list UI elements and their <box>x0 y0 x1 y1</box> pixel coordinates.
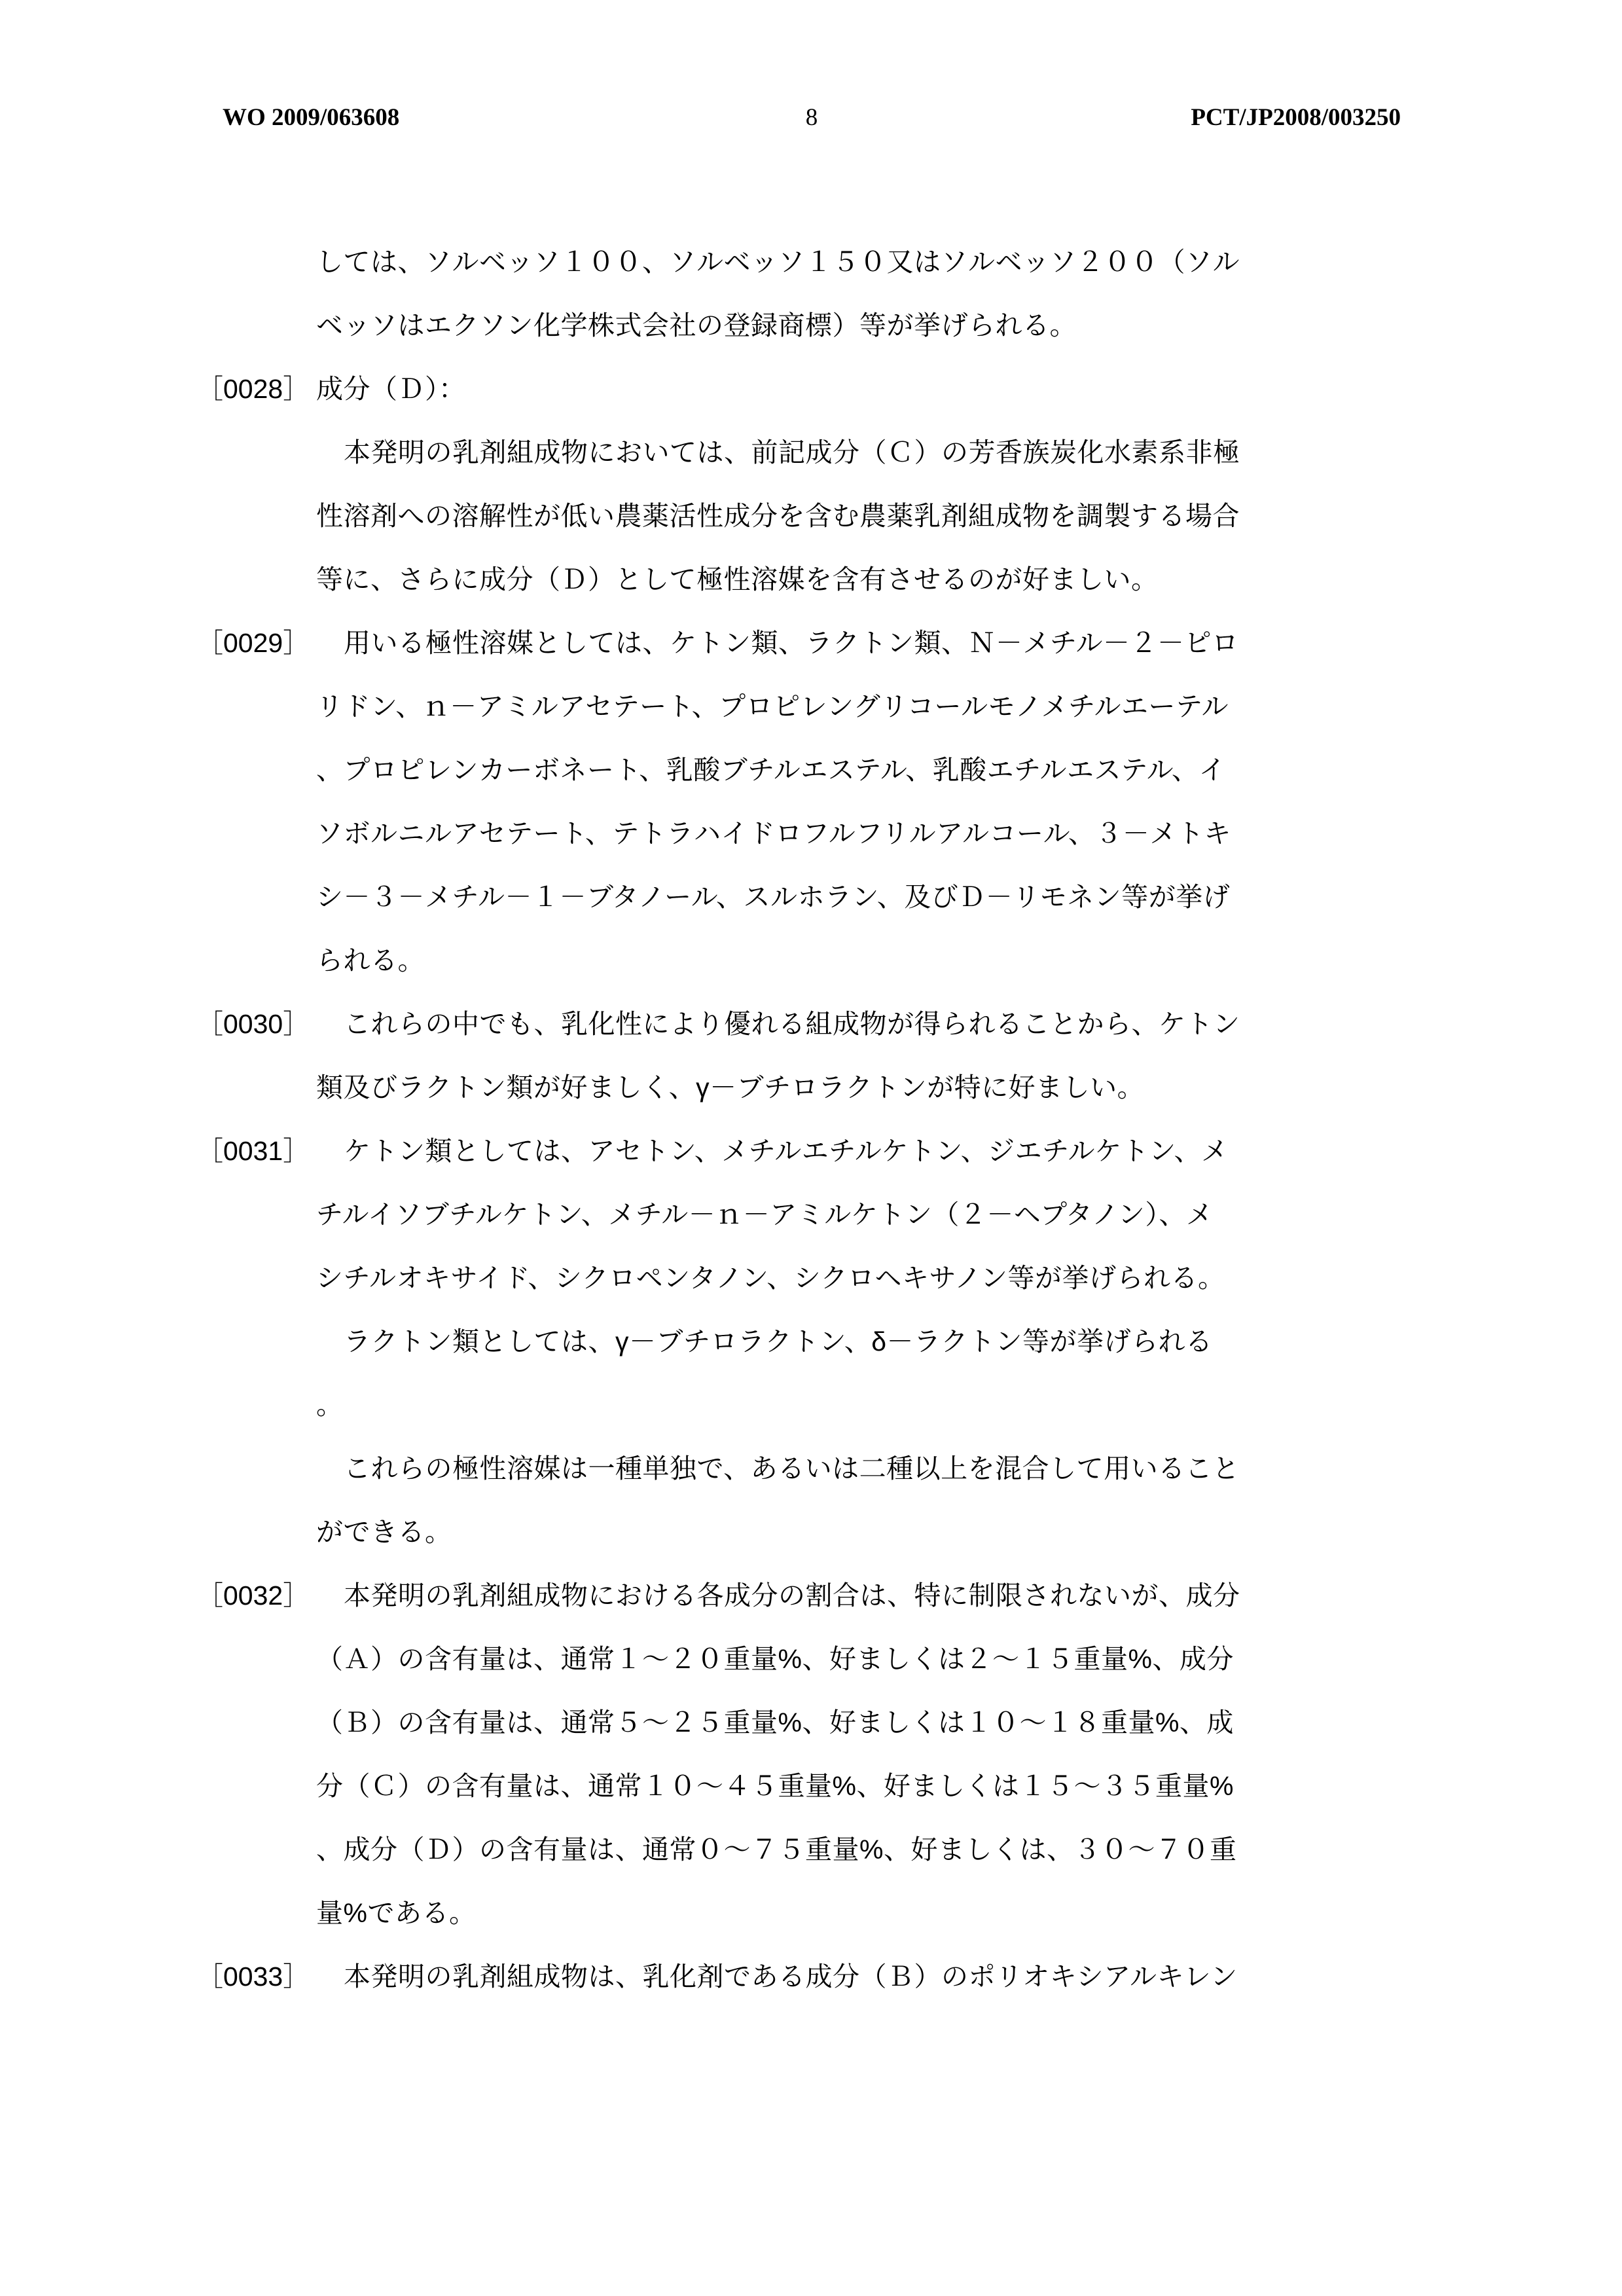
text-line <box>196 1183 1440 1247</box>
text-line <box>196 802 1440 866</box>
text-line <box>196 929 1440 993</box>
line-content: 本発明の乳剤組成物は、乳化剤である成分（Ｂ）のポリオキシアルキレン <box>344 1961 1238 1992</box>
line-content: 用いる極性溶媒としては、ケトン類、ラクトン類、Ｎ－メチル－２－ピロ <box>344 628 1239 658</box>
text-line <box>196 294 1440 357</box>
line-content: （Ａ）の含有量は、通常１～２０重量%、好ましくは２～１５重量%、成分 <box>316 1644 1234 1674</box>
text-line <box>196 421 1440 484</box>
text-line <box>196 357 1440 421</box>
text-line <box>196 1247 1440 1310</box>
text-line <box>196 548 1440 611</box>
line-content: シ－３－メチル－１－ブタノール、スルホラン、及びＤ－リモネン等が挙げ <box>316 882 1231 912</box>
paragraph-number: ［0033］ <box>196 1961 310 1992</box>
text-line <box>196 993 1440 1056</box>
line-content: これらの極性溶媒は一種単独で、あるいは二種以上を混合して用いること <box>344 1453 1240 1484</box>
line-content: 。 <box>316 1390 344 1420</box>
line-content: られる。 <box>316 945 425 975</box>
text-line <box>196 1564 1440 1628</box>
text-line <box>196 1691 1440 1755</box>
paragraph-number: ［0029］ <box>196 628 310 658</box>
text-line <box>196 484 1440 548</box>
page-number: 8 <box>805 104 818 131</box>
text-line <box>196 675 1440 738</box>
line-content: リドン、ｎ－アミルアセテート、プロピレングリコールモノメチルエーテル <box>316 691 1229 721</box>
line-content: 本発明の乳剤組成物における各成分の割合は、特に制限されないが、成分 <box>344 1580 1240 1611</box>
paragraph-number: ［0032］ <box>196 1580 310 1611</box>
text-line <box>196 1501 1440 1564</box>
line-content: 類及びラクトン類が好ましく、γ－ブチロラクトンが特に好ましい。 <box>316 1072 1145 1102</box>
line-content: 等に、さらに成分（Ｄ）として極性溶媒を含有させるのが好ましい。 <box>316 564 1159 594</box>
text-line <box>196 866 1440 929</box>
line-content: ベッソはエクソン化学株式会社の登録商標）等が挙げられる。 <box>316 310 1077 340</box>
text-line <box>196 1882 1440 1945</box>
text-line <box>196 1056 1440 1120</box>
line-content: これらの中でも、乳化性により優れる組成物が得られることから、ケトン <box>344 1009 1240 1039</box>
line-content: ソボルニルアセテート、テトラハイドロフルフリルアルコール、３－メトキ <box>316 818 1231 848</box>
publication-number: WO 2009/063608 <box>223 104 400 131</box>
line-content: チルイソブチルケトン、メチル－ｎ－アミルケトン（２－ヘプタノン）、メ <box>316 1199 1214 1230</box>
running-head <box>223 103 1401 143</box>
body-text-block <box>196 230 1440 2009</box>
line-content: 成分（Ｄ）： <box>316 374 466 404</box>
text-line <box>196 1755 1440 1818</box>
text-line <box>196 1818 1440 1882</box>
line-content: シチルオキサイド、シクロペンタノン、シクロヘキサノン等が挙げられる。 <box>316 1263 1225 1293</box>
text-line <box>196 1628 1440 1691</box>
text-line <box>196 738 1440 802</box>
line-content: 、成分（Ｄ）の含有量は、通常０～７５重量%、好ましくは、３０～７０重 <box>316 1834 1237 1865</box>
line-content: ラクトン類としては、γ－ブチロラクトン、δ－ラクトン等が挙げられる <box>344 1326 1213 1357</box>
line-content: ができる。 <box>316 1517 452 1547</box>
line-content: （Ｂ）の含有量は、通常５～２５重量%、好ましくは１０～１８重量%、成 <box>316 1707 1234 1738</box>
application-number: PCT/JP2008/003250 <box>1191 104 1401 131</box>
paragraph-number: ［0031］ <box>196 1136 310 1166</box>
text-line <box>196 611 1440 675</box>
line-content: 性溶剤への溶解性が低い農薬活性成分を含む農薬乳剤組成物を調製する場合 <box>316 501 1240 531</box>
paragraph-number: ［0028］ <box>196 374 310 404</box>
text-line <box>196 1374 1440 1437</box>
text-line <box>196 1310 1440 1374</box>
text-line <box>196 1437 1440 1501</box>
text-line <box>196 1120 1440 1183</box>
paragraph-number: ［0030］ <box>196 1009 310 1039</box>
text-line <box>196 1945 1440 2009</box>
line-content: しては、ソルベッソ１００、ソルベッソ１５０又はソルベッソ２００（ソル <box>316 247 1240 277</box>
line-content: 分（Ｃ）の含有量は、通常１０～４５重量%、好ましくは１５～３５重量% <box>316 1771 1234 1801</box>
line-content: 量%である。 <box>316 1898 477 1928</box>
text-line <box>196 230 1440 294</box>
line-content: 、プロピレンカーボネート、乳酸ブチルエステル、乳酸エチルエステル、イ <box>316 755 1226 785</box>
line-content: 本発明の乳剤組成物においては、前記成分（Ｃ）の芳香族炭化水素系非極 <box>344 437 1240 467</box>
line-content: ケトン類としては、アセトン、メチルエチルケトン、ジエチルケトン、メ <box>344 1136 1229 1166</box>
